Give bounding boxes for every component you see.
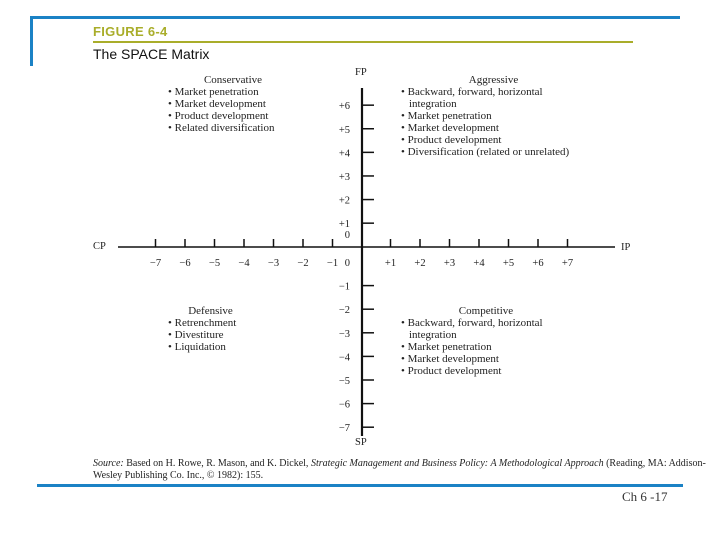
source-label: Source: bbox=[93, 458, 124, 469]
x-tick-label: +2 bbox=[414, 258, 426, 269]
quadrant-title: Aggressive bbox=[468, 74, 519, 86]
strategy-item: • Related diversification bbox=[168, 122, 308, 134]
y-tick-label: +5 bbox=[338, 124, 350, 136]
axis-label-sp: SP bbox=[355, 437, 367, 448]
x-tick-label: +6 bbox=[532, 258, 544, 269]
y-tick-label: +2 bbox=[338, 195, 350, 207]
bottom-border bbox=[37, 484, 683, 487]
figure-label: FIGURE 6-4 bbox=[93, 24, 168, 39]
strategy-item: • Diversification (related or unrelated) bbox=[401, 146, 573, 158]
x-tick-label: +7 bbox=[561, 258, 574, 269]
axis-label-fp: FP bbox=[355, 67, 367, 78]
y-tick-label: +4 bbox=[338, 148, 350, 160]
strategy-item: • Liquidation bbox=[168, 341, 298, 353]
strategy-item: • Retrenchment bbox=[168, 317, 298, 329]
x-tick-label: +3 bbox=[443, 258, 456, 269]
strategy-item: • Market penetration bbox=[401, 110, 573, 122]
page-number: Ch 6 -17 bbox=[622, 489, 668, 504]
source-text-2: (Reading, MA: Addison-Wesley Publishing Co. Inc., © 1982): 155. bbox=[93, 458, 706, 481]
x-tick-label: −3 bbox=[267, 258, 280, 269]
y-tick-label: −7 bbox=[338, 423, 350, 435]
strategy-item: • Backward, forward, horizontal integration bbox=[401, 317, 573, 341]
strategy-item: • Product development bbox=[168, 110, 308, 122]
y-tick-label: +1 bbox=[338, 219, 350, 231]
strategy-item: • Market penetration bbox=[168, 86, 308, 98]
strategy-item: • Product development bbox=[401, 134, 573, 146]
zero-label: 0 bbox=[344, 258, 350, 269]
x-tick-label: +5 bbox=[502, 258, 515, 269]
strategy-item: • Product development bbox=[401, 365, 573, 377]
x-tick-label: +1 bbox=[384, 258, 397, 269]
quadrant-aggressive bbox=[401, 74, 586, 158]
y-tick-label: −2 bbox=[338, 305, 350, 317]
y-tick-label: +3 bbox=[338, 171, 350, 183]
y-tick-label: −1 bbox=[338, 281, 350, 293]
quadrant-conservative bbox=[168, 74, 308, 134]
x-tick-label: −1 bbox=[326, 258, 339, 269]
strategy-item: • Divestiture bbox=[168, 329, 298, 341]
strategy-item: • Backward, forward, horizontal integration bbox=[401, 86, 573, 110]
x-tick-label: +4 bbox=[473, 258, 485, 269]
figure-title: The SPACE Matrix bbox=[93, 46, 210, 62]
x-tick-label: −7 bbox=[149, 258, 162, 269]
axis-label-ip: IP bbox=[621, 242, 631, 253]
source-citation bbox=[93, 458, 720, 482]
strategy-item: • Market development bbox=[401, 122, 573, 134]
x-tick-label: −6 bbox=[179, 258, 191, 269]
y-tick-label: −4 bbox=[338, 352, 350, 364]
source-text: Based on H. Rowe, R. Mason, and K. Dickel, bbox=[123, 458, 311, 469]
strategy-item: • Market development bbox=[168, 98, 308, 110]
y-tick-label: +6 bbox=[338, 101, 350, 113]
y-tick-label: −6 bbox=[338, 399, 350, 411]
axis-label-cp: CP bbox=[93, 241, 106, 252]
y-tick-label: −5 bbox=[338, 376, 350, 387]
source-book: Strategic Management and Business Policy: A Methodological Approach bbox=[310, 458, 604, 469]
quadrant-title: Defensive bbox=[188, 305, 233, 317]
x-tick-label: −4 bbox=[238, 258, 250, 269]
x-tick-label: −5 bbox=[208, 258, 221, 269]
quadrant-title: Conservative bbox=[203, 74, 263, 86]
x-tick-label: −2 bbox=[297, 258, 309, 269]
quadrant-competitive bbox=[401, 305, 586, 377]
strategy-item: • Market penetration bbox=[401, 341, 573, 353]
strategy-item: • Market development bbox=[401, 353, 573, 365]
quadrant-title: Competitive bbox=[458, 305, 514, 317]
zero-label: 0 bbox=[344, 230, 350, 241]
y-tick-label: −3 bbox=[338, 328, 350, 340]
quadrant-defensive bbox=[168, 305, 298, 353]
